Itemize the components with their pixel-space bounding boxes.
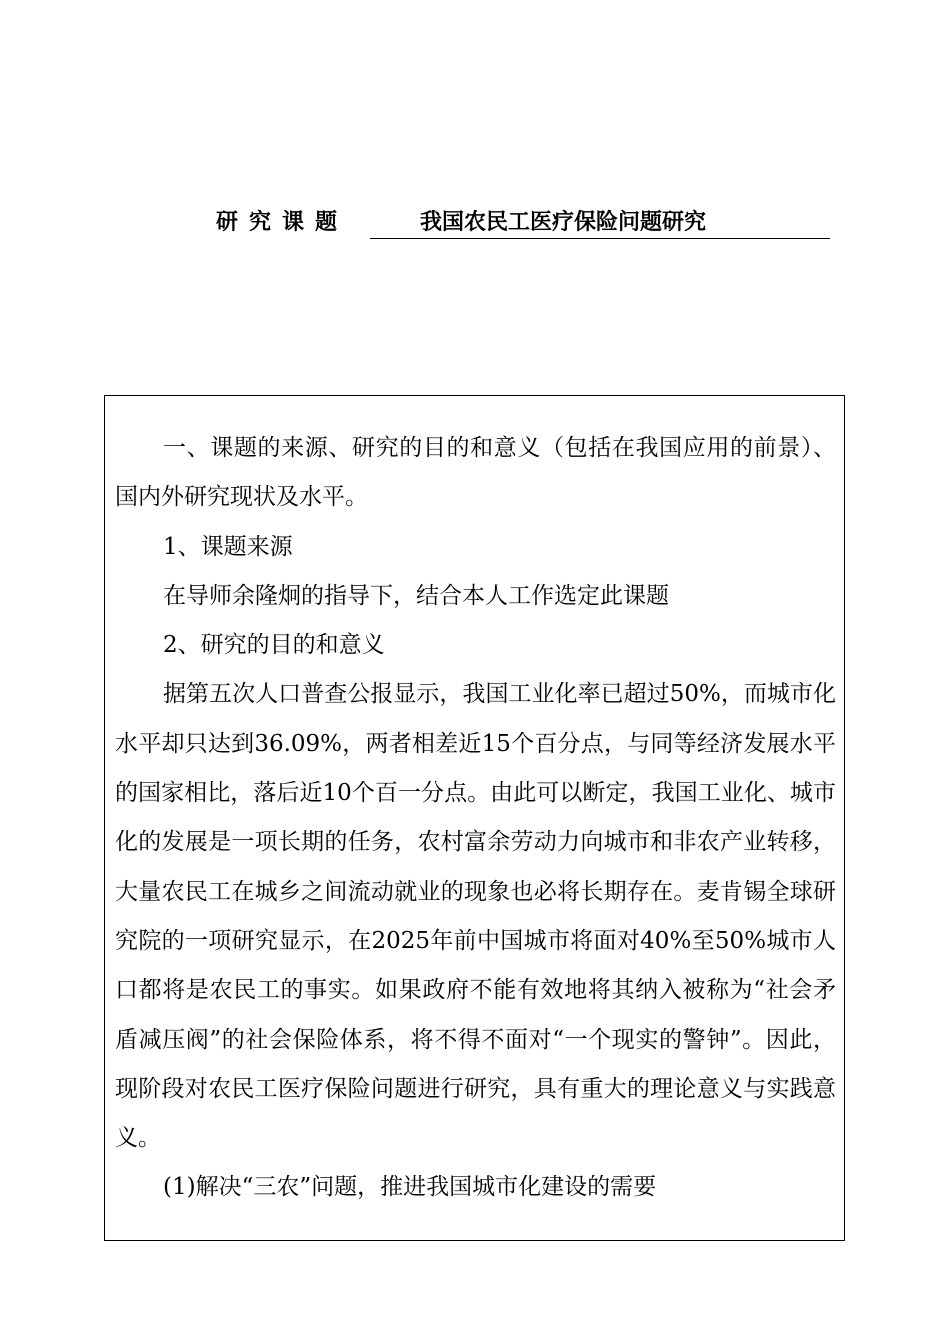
- section-heading-paragraph: 一、课题的来源、研究的目的和意义（包括在我国应用的前景）、国内外研究现状及水平。: [115, 435, 836, 511]
- research-topic-line: [216, 205, 830, 241]
- content-text: [115, 424, 836, 1213]
- subheading-purpose-significance: 2、研究的目的和意义: [163, 632, 385, 659]
- research-topic-value: 我国农民工医疗保险问题研究: [420, 209, 707, 235]
- research-topic-underline: [370, 205, 830, 239]
- research-topic-label: 研究课题: [216, 209, 349, 235]
- numbered-point-1: (1)解决“三农”问题，推进我国城市化建设的需要: [163, 1174, 657, 1201]
- body-paragraph: 据第五次人口普查公报显示，我国工业化率已超过50%，而城市化水平却只达到36.09%，两者相差近15个百分点，与同等经济发展水平的国家相比，落后近10个百一分点。由此可以断定，我国工业化、城市化的发展是一项长期的任务，农村富余劳动力向城市和非农产业转移，大量农民工在城乡之间流动就业的现象也必将长期存在。麦肯锡全球研究院的一项研究显示，在2025年前中国城市将面对40%至50%城市人口都将是农民工的事实。如果政府不能有效地将其纳入被称为“社会矛盾减压阀”的社会保险体系，将不得不面对“一个现实的警钟”。因此，现阶段对农民工医疗保险问题进行研究，具有重大的理论意义与实践意义。: [115, 681, 836, 1152]
- topic-source-paragraph: 在导师余隆炯的指导下，结合本人工作选定此课题: [163, 582, 669, 609]
- subheading-topic-source: 1、课题来源: [163, 533, 293, 560]
- content-frame: [104, 395, 845, 1241]
